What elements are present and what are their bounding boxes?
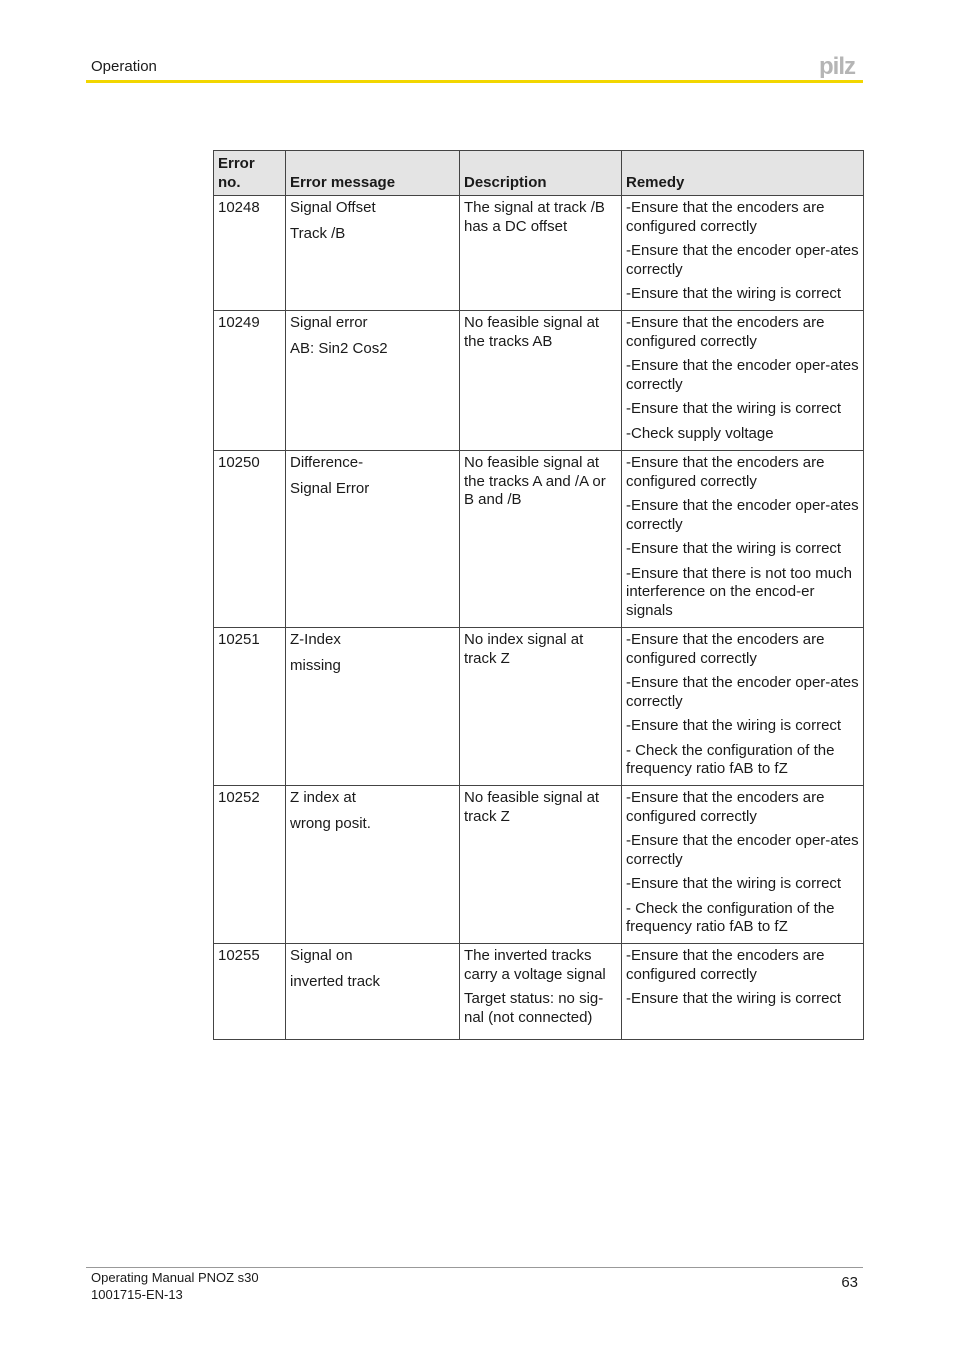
error-remedy: [622, 451, 864, 628]
remedy-item: -Ensure that the encoders are configured correctly: [626, 314, 825, 350]
remedy-item: -Ensure that the encoder oper-ates correctly: [626, 357, 859, 393]
error-message-line: Z-Index: [290, 631, 341, 648]
error-message: [286, 311, 460, 451]
table-row: [214, 944, 864, 1040]
remedy-item: -Ensure that the encoder oper-ates correctly: [626, 832, 859, 868]
error-message-line: AB: Sin2 Cos2: [290, 339, 388, 357]
remedy-item: -Ensure that the wiring is correct: [626, 400, 842, 417]
remedy-item: -Ensure that the encoders are configured correctly: [626, 631, 825, 667]
table-row: [214, 311, 864, 451]
error-number: 10249: [214, 311, 286, 451]
table-row: [214, 196, 864, 311]
remedy-item: -Ensure that the encoders are configured correctly: [626, 454, 825, 490]
table-row: [214, 628, 864, 786]
description-paragraph: No index signal at track Z: [464, 631, 584, 667]
error-remedy: [622, 944, 864, 1040]
remedy-item: - Check the configuration of the frequency ratio fAB to fZ: [626, 741, 835, 777]
error-message-line: Signal on: [290, 947, 353, 964]
error-description: [460, 311, 622, 451]
error-message-line: inverted track: [290, 972, 381, 990]
error-number: 10252: [214, 786, 286, 944]
error-table: [213, 150, 864, 1040]
remedy-item: -Ensure that the wiring is correct: [626, 875, 842, 892]
section-title: Operation: [91, 58, 157, 75]
error-number: 10250: [214, 451, 286, 628]
col-header-error-message: Error message: [286, 151, 460, 196]
page-number: 63: [841, 1274, 858, 1291]
footer-info: [91, 1269, 259, 1303]
col-header-error-no: Error no.: [214, 151, 286, 196]
remedy-item: -Ensure that the encoder oper-ates correctly: [626, 674, 859, 710]
remedy-item: -Ensure that the encoder oper-ates correctly: [626, 497, 859, 533]
error-number: 10251: [214, 628, 286, 786]
error-message-line: missing: [290, 656, 341, 674]
description-paragraph: Target status: no sig-nal (not connected): [464, 990, 604, 1026]
table-row: [214, 451, 864, 628]
error-remedy: [622, 628, 864, 786]
header-accent-rule: [86, 80, 863, 83]
error-message-line: wrong posit.: [290, 814, 371, 832]
remedy-item: -Ensure that the encoder oper-ates correctly: [626, 242, 859, 278]
error-message: [286, 451, 460, 628]
description-paragraph: The signal at track /B has a DC offset: [464, 199, 605, 235]
col-header-description: Description: [460, 151, 622, 196]
remedy-item: -Ensure that the wiring is correct: [626, 990, 842, 1007]
manual-title: Operating Manual PNOZ s30: [91, 1270, 259, 1285]
remedy-item: -Ensure that the encoders are configured correctly: [626, 199, 825, 235]
table-header-row: [214, 151, 864, 196]
remedy-item: -Ensure that the encoders are configured correctly: [626, 947, 825, 983]
error-message: [286, 196, 460, 311]
error-message: [286, 944, 460, 1040]
error-message-line: Signal error: [290, 314, 368, 331]
footer-rule: [86, 1267, 863, 1268]
error-description: [460, 451, 622, 628]
error-number: 10248: [214, 196, 286, 311]
remedy-item: - Check the configuration of the frequency ratio fAB to fZ: [626, 899, 835, 935]
error-remedy: [622, 196, 864, 311]
svg-text:pilz: pilz: [819, 54, 855, 78]
pilz-logo: [819, 54, 863, 78]
error-message: [286, 628, 460, 786]
remedy-item: -Ensure that the wiring is correct: [626, 285, 842, 302]
error-message-line: Z index at: [290, 789, 356, 806]
document-number: 1001715-EN-13: [91, 1287, 183, 1302]
error-description: [460, 944, 622, 1040]
error-message-line: Track /B: [290, 224, 346, 242]
error-message-line: Difference-: [290, 454, 364, 471]
error-remedy: [622, 311, 864, 451]
error-description: [460, 628, 622, 786]
description-paragraph: No feasible signal at the tracks A and /A or B and /B: [464, 454, 606, 508]
remedy-item: -Ensure that the wiring is correct: [626, 540, 842, 557]
description-paragraph: The inverted tracks carry a voltage signal: [464, 947, 606, 983]
col-header-remedy: Remedy: [622, 151, 864, 196]
error-message: [286, 786, 460, 944]
error-description: [460, 196, 622, 311]
error-description: [460, 786, 622, 944]
error-number: 10255: [214, 944, 286, 1040]
error-message-line: Signal Error: [290, 479, 370, 497]
error-message-line: Signal Offset: [290, 199, 376, 216]
remedy-item: -Ensure that the encoders are configured correctly: [626, 789, 825, 825]
table-row: [214, 786, 864, 944]
error-remedy: [622, 786, 864, 944]
description-paragraph: No feasible signal at the tracks AB: [464, 314, 600, 350]
description-paragraph: No feasible signal at track Z: [464, 789, 600, 825]
remedy-item: -Ensure that the wiring is correct: [626, 717, 842, 734]
remedy-item: -Check supply voltage: [626, 424, 774, 442]
remedy-item: -Ensure that there is not too much interference on the encod-er signals: [626, 564, 852, 619]
